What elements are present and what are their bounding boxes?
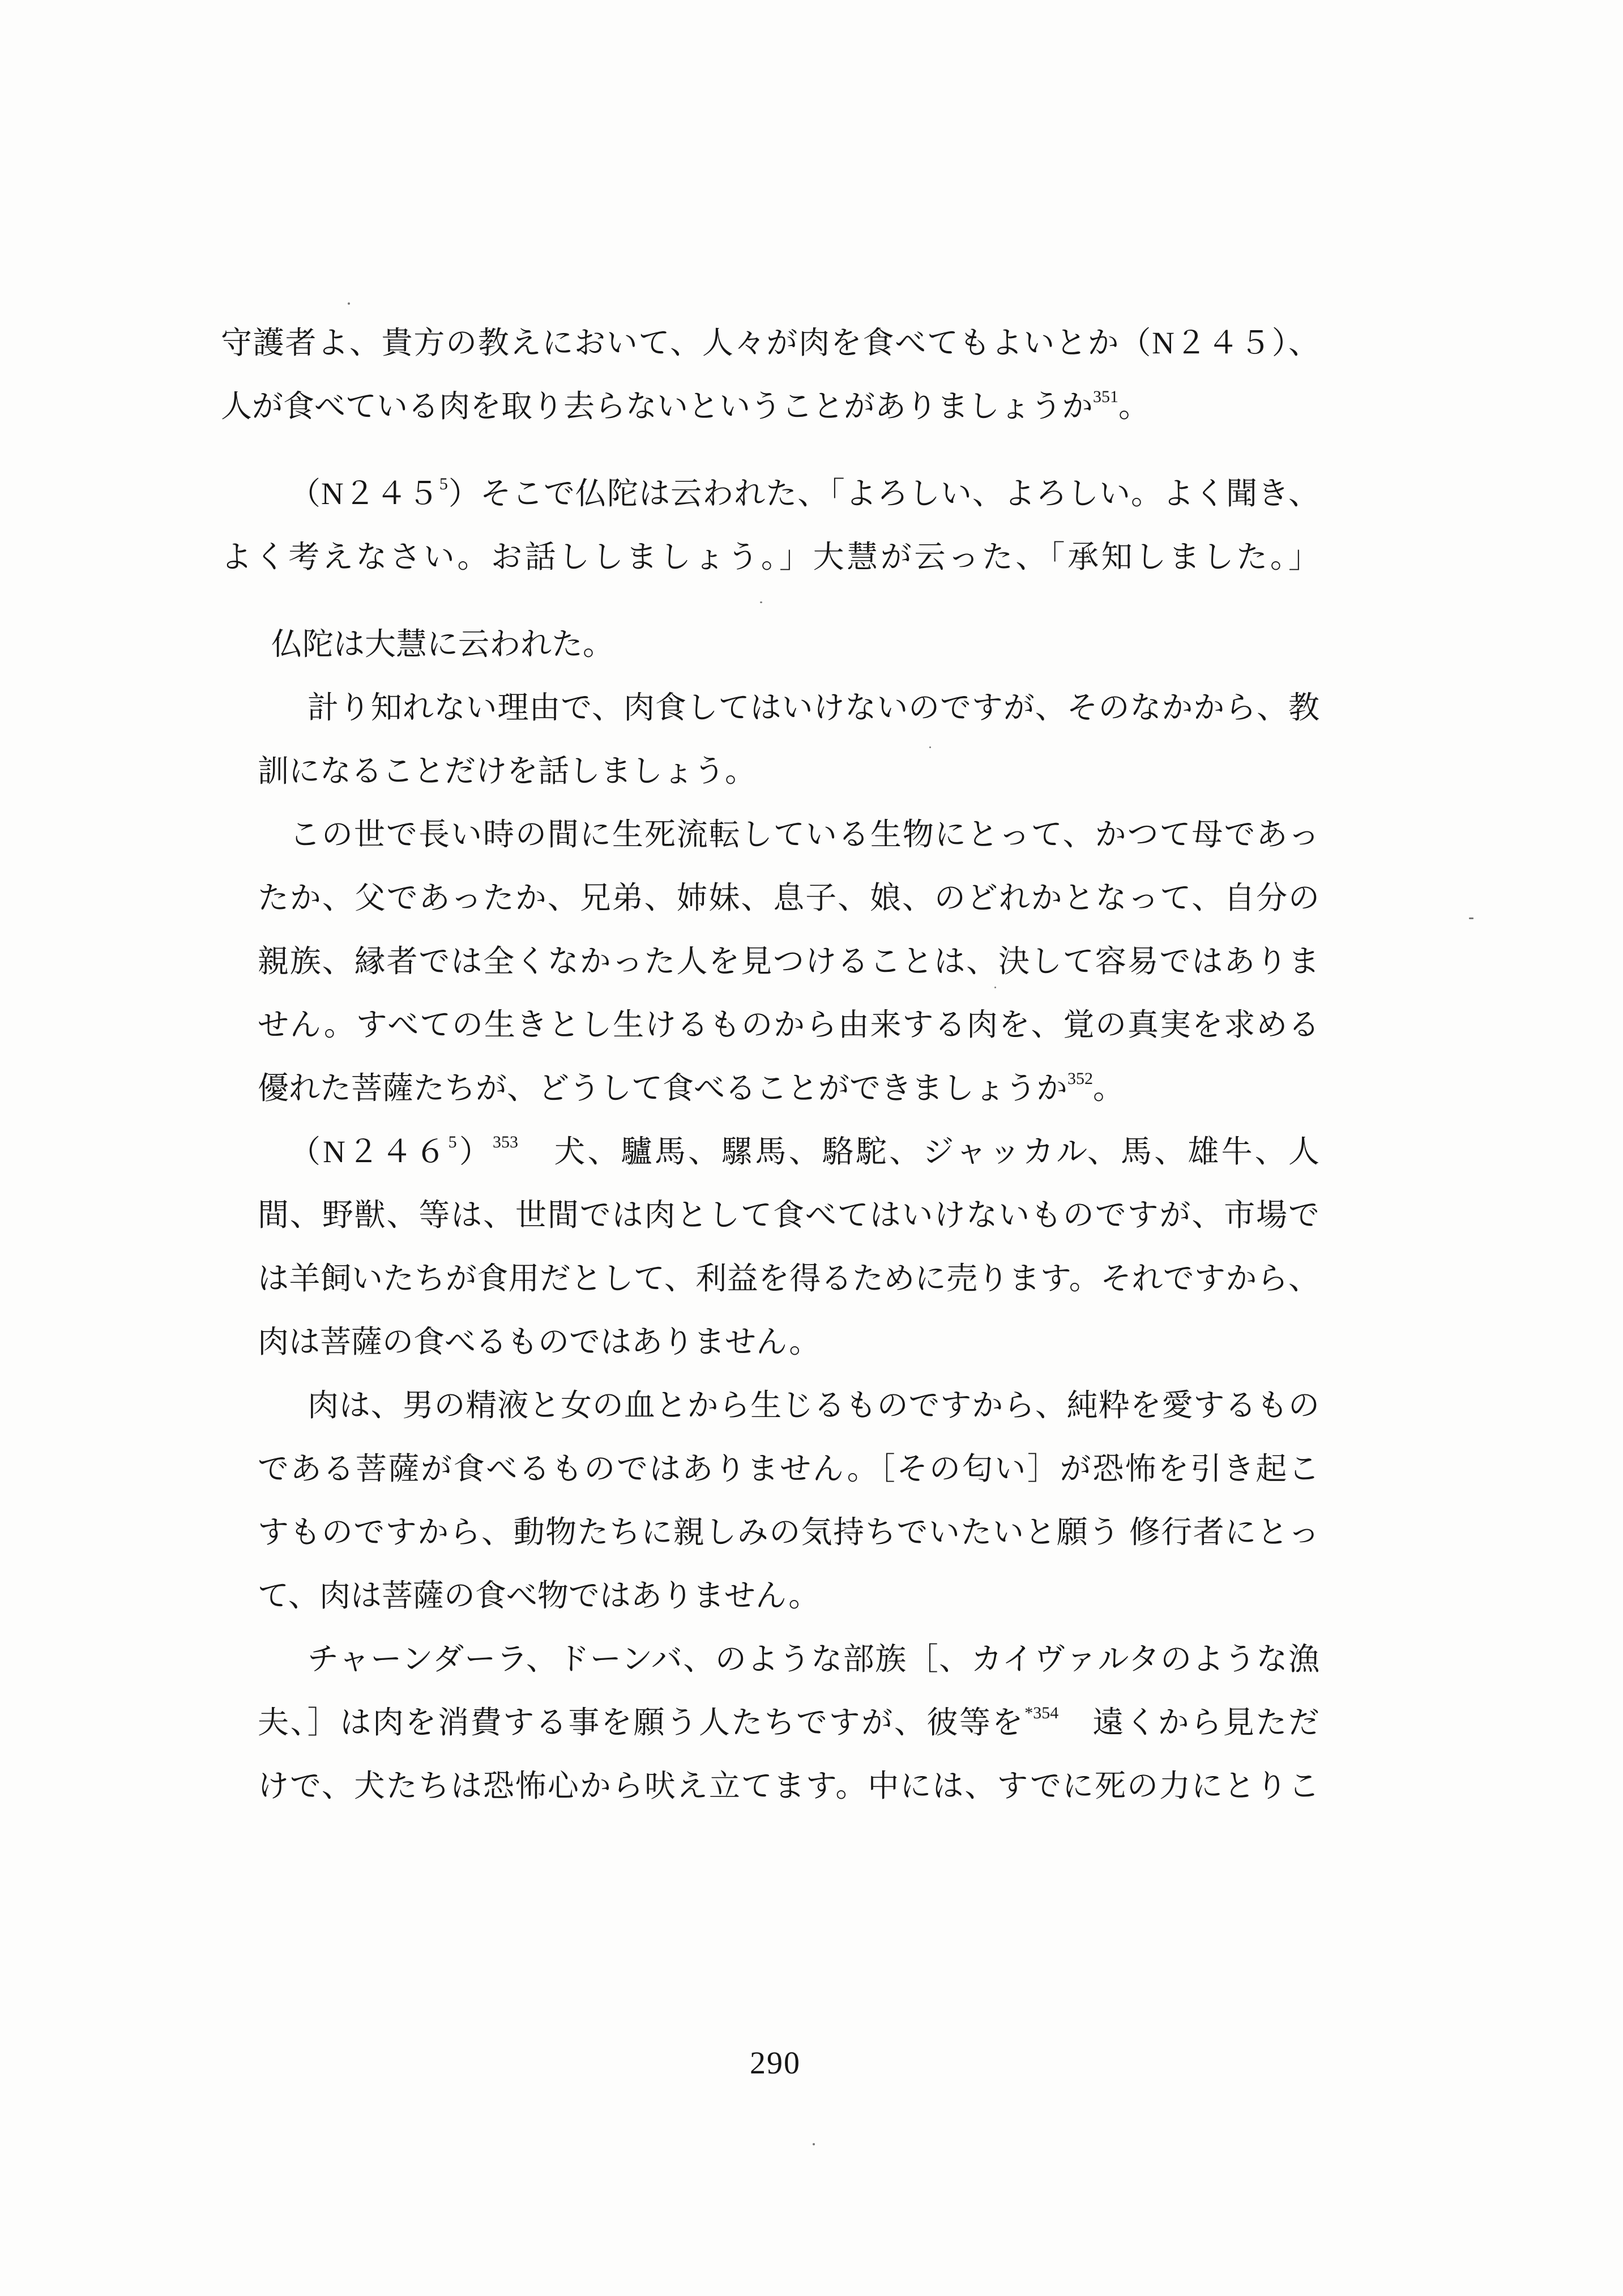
text-line: 夫、］は肉を消費する事を願う人たちですが、彼等を$^{*354}$ 遠くから見ただ [258,1704,1319,1740]
text-line: すものですから、動物たちに親しみの気持ちでいたいと願う 修行者にとっ [258,1515,1319,1550]
text-line: $(N246^5)^{353}$ 犬、驢馬、騾馬、駱駝、ジャッカル、馬、雄牛、人 [289,1133,1319,1169]
scan-speck [929,746,931,748]
text-line: は羊飼いたちが食用だとして、利益を得るために売ります。それですから、 [258,1261,1319,1296]
footnote-ref: *354 [1024,1704,1059,1722]
text-line: である菩薩が食べるものではありません。［その匂い］が恐怖を引き起こ [258,1452,1319,1486]
text-line: チャーンダーラ、ドーンバ、のような部族［、カイヴァルタのような漁 [307,1642,1319,1676]
scan-speck [1469,917,1473,919]
text-line: 優れた菩薩たちが、どうして食べることができましょうか$^{352}$。 [258,1069,1125,1106]
text-line: 仏陀は大慧に云われた。 [271,627,614,662]
text-line: 人が食べている肉を取り去らないということがありましょうか$^{351}$。 [221,387,1150,424]
text-line: けで、犬たちは恐怖心から吠え立てます。中には、すでに死の力にとりこ [258,1769,1319,1803]
text-line: 訓になることだけを話しましょう。 [258,754,757,788]
page-text [221,311,1319,1818]
text-line: 肉は、男の精液と女の血とから生じるものですから、純粋を愛するもの [307,1388,1319,1423]
text-line: 計り知れない理由で、肉食してはいけないのですが、そのなかから、教 [307,690,1319,725]
text-line: 親族、縁者では全くなかった人を見つけることは、決して容易ではありま [258,944,1319,979]
footnote-ref: 351 [1093,387,1119,406]
text-line: 肉は菩薩の食べるものではありません。 [258,1325,821,1359]
text-line: たか、父であったか、兄弟、姉妹、息子、娘、のどれかとなって、自分の [258,881,1319,915]
footnote-ref: 353 [493,1133,519,1151]
text-line: よく考えなさい。お話ししましょう。」大慧が云った、「承知しました。」 [221,540,1319,574]
scan-speck [994,987,996,988]
page-number: 290 [750,2046,801,2081]
scan-speck [813,2143,815,2145]
footnote-ref: 352 [1067,1069,1094,1088]
scan-speck [348,302,350,305]
text-line: て、肉は菩薩の食べ物ではありません。 [258,1578,820,1613]
text-line: 守護者よ、貴方の教えにおいて、人々が肉を食べてもよいとか（N２４５）、 [221,326,1319,360]
scan-speck [760,601,762,603]
footnote-ref: 5 [439,475,448,493]
text-line: この世で長い時の間に生死流転している生物にとって、かつて母であっ [289,817,1319,852]
text-line: $(N245^5)$そこで仏陀は云われた、「よろしい、よろしい。よく聞き、 [289,475,1319,511]
text-line: せん。すべての生きとし生けるものから由来する肉を、覚の真実を求める [258,1008,1319,1042]
footnote-ref: 5 [448,1133,457,1151]
text-line: 間、野獣、等は、世間では肉として食べてはいけないものですが、市場で [258,1198,1319,1232]
